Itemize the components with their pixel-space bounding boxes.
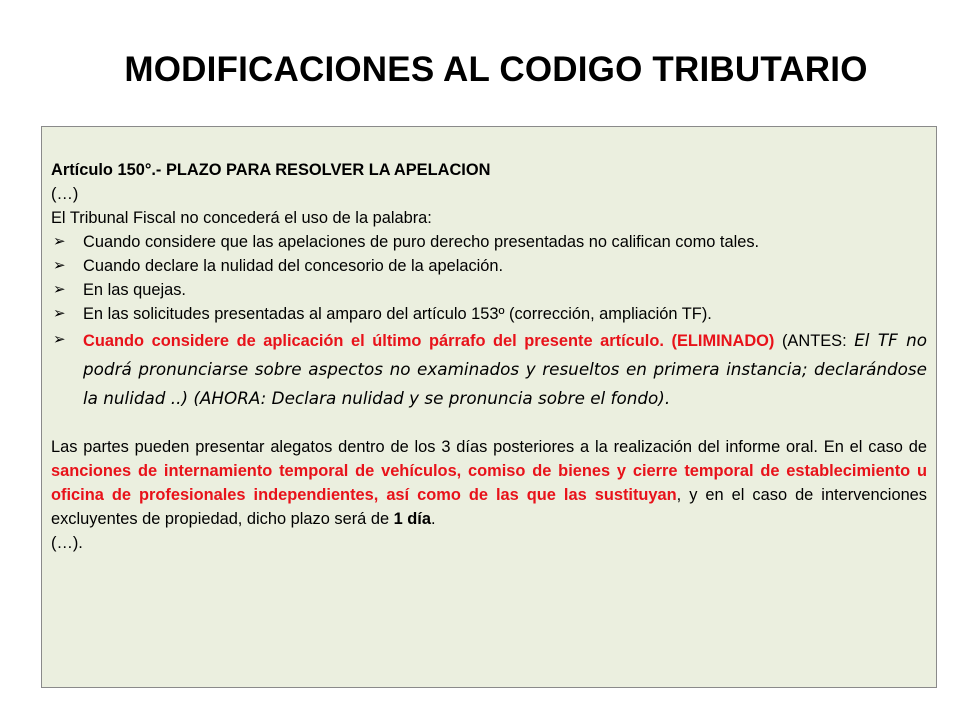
ellipsis-top: (…) [51, 185, 79, 203]
ahora-text: AHORA: Declara nulidad y se pronuncia sobre el fondo). [199, 388, 671, 408]
exceptions-list [51, 230, 927, 413]
list-item [51, 302, 927, 326]
list-item [51, 230, 927, 254]
slide-title: MODIFICACIONES AL CODIGO TRIBUTARIO [124, 50, 868, 89]
eliminated-clause: Cuando considere de aplicación el último párrafo del presente artículo. (ELIMINADO) [83, 332, 775, 350]
spacer [51, 413, 927, 435]
paragraph-part2: , y en el caso de intervenciones excluyentes de propiedad, dicho plazo será de [51, 486, 927, 528]
list-item-text: En las quejas. [83, 281, 186, 299]
antes-text: El TF no podrá pronunciarse sobre aspectos no examinados y resueltos en primera instancia; declarándose la nulidad [83, 330, 927, 408]
list-item [51, 278, 927, 302]
arrow-bullet-icon: ➢ [53, 257, 66, 274]
list-item [51, 254, 927, 278]
ellipsis-bottom: (…). [51, 534, 83, 552]
sanctions-highlight: sanciones de internamiento temporal de vehículos, comiso de bienes y cierre temporal de establecimiento u oficina de profesionales independientes, así como de las que las sustituyan [51, 462, 927, 504]
arrow-bullet-icon: ➢ [53, 331, 66, 348]
intro-line: El Tribunal Fiscal no concederá el uso de la palabra: [51, 209, 432, 227]
article-text-box [41, 126, 937, 688]
days-highlight: 1 día [393, 510, 431, 528]
arrow-bullet-icon: ➢ [53, 281, 66, 298]
list-item-text: En las solicitudes presentadas al amparo del artículo 153º (corrección, ampliación TF). [83, 305, 712, 323]
list-item-text: Cuando declare la nulidad del concesorio de la apelación. [83, 257, 504, 275]
list-item-text: Cuando considere que las apelaciones de puro derecho presentadas no califican como tales. [83, 233, 760, 251]
list-item-eliminated [51, 326, 927, 413]
arrow-bullet-icon: ➢ [53, 233, 66, 250]
paragraph-part1: Las partes pueden presentar alegatos dentro de los 3 días posteriores a la realización del informe oral. En el caso de [51, 438, 927, 456]
article-heading: Artículo 150°.- PLAZO PARA RESOLVER LA APELACION [51, 161, 491, 179]
arrow-bullet-icon: ➢ [53, 305, 66, 322]
antes-open: (ANTES: [774, 332, 855, 350]
paragraph-part3: . [430, 510, 436, 528]
alegatos-paragraph [51, 435, 927, 531]
antes-close: ..) ( [165, 388, 200, 408]
